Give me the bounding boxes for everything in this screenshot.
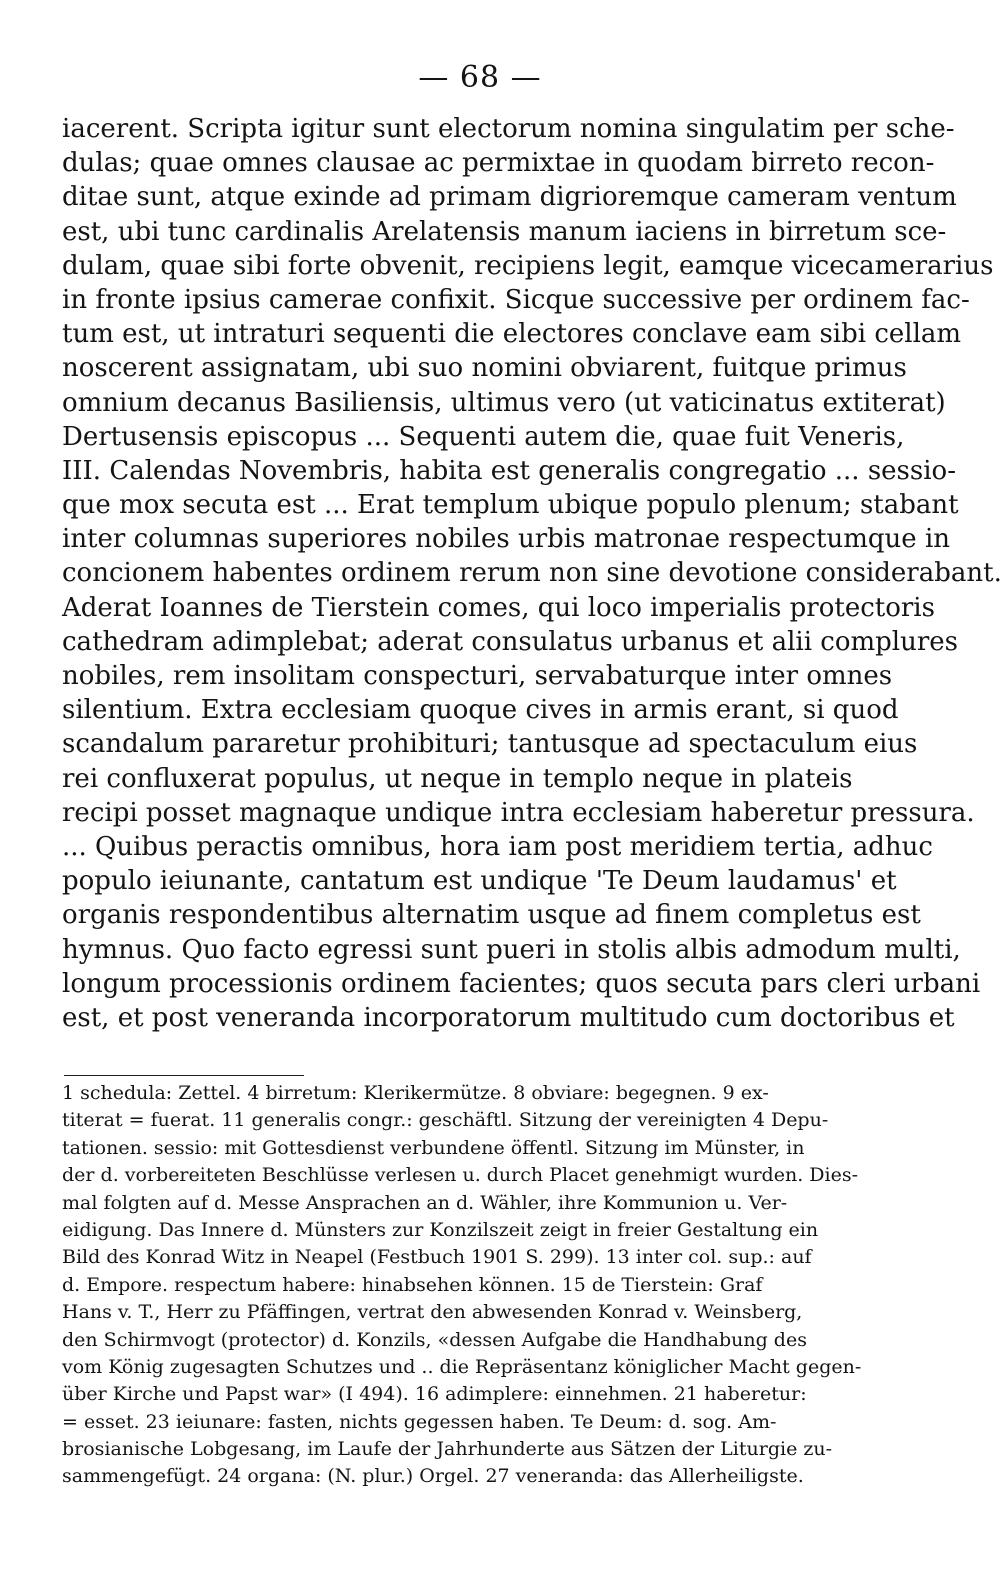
text-line: noscerent assignatam, ubi suo nomini obviarent, fuitque primus [62, 353, 907, 384]
text-line: hymnus. Quo facto egressi sunt pueri in stolis albis admodum multi, [62, 934, 961, 965]
text-line: inter columnas superiores nobiles urbis matronae respectumque in [62, 524, 950, 555]
text-line: longum processionis ordinem facientes; quos secuta pars cleri urbani [62, 968, 981, 999]
footnote-line: Hans v. T., Herr zu Pfäffingen, vertrat den abwesenden Konrad v. Weinsberg, [62, 1301, 803, 1324]
text-line: iacerent. Scripta igitur sunt electorum nomina singulatim per sche- [62, 114, 955, 144]
text-line: ... Quibus peractis omnibus, hora iam post meridiem tertia, adhuc [62, 831, 933, 862]
footnote-line: titerat = fuerat. 11 generalis congr.: geschäftl. Sitzung der vereinigten 4 Depu- [62, 1109, 829, 1132]
footnote-line: 1 schedula: Zettel. 4 birretum: Klerikermütze. 8 obviare: begegnen. 9 ex- [62, 1082, 769, 1104]
footnote-line: sammengefügt. 24 organa: (N. plur.) Orgel. 27 veneranda: das Allerheiligste. [62, 1465, 804, 1488]
text-line: est, et post veneranda incorporatorum multitudo cum doctoribus et [62, 1002, 955, 1033]
footnotes-block [62, 1080, 902, 1491]
text-line: nobiles, rem insolitam conspecturi, servabaturque inter omnes [62, 661, 893, 691]
footnote-line: Bild des Konrad Witz in Neapel (Festbuch 1901 S. 299). 13 inter col. sup.: auf [62, 1246, 812, 1269]
text-line: dulas; quae omnes clausae ac permixtae in quodam birreto recon- [62, 148, 935, 179]
text-line: silentium. Extra ecclesiam quoque cives in armis erant, si quod [62, 695, 899, 726]
footnote-line: eidigung. Das Innere d. Münsters zur Konzilszeit zeigt in freier Gestaltung ein [62, 1218, 819, 1241]
text-line: Aderat Ioannes de Tierstein comes, qui loco imperialis protectoris [62, 592, 935, 623]
text-line: cathedram adimplebat; aderat consulatus urbanus et alii complures [62, 626, 959, 657]
text-line: organis respondentibus alternatim usque ad finem completus est [62, 900, 921, 931]
page-number: — 68 — [418, 60, 542, 95]
footnote-line: d. Empore. respectum habere: hinabsehen können. 15 de Tierstein: Graf [62, 1273, 763, 1296]
text-line: populo ieiunante, cantatum est undique 'Te Deum laudamus' et [62, 866, 897, 897]
footnote-line: vom König zugesagten Schutzes und .. die Repräsentanz königlicher Macht gegen- [62, 1355, 862, 1378]
footnote-divider [64, 1075, 304, 1076]
text-line: in fronte ipsius camerae confixit. Sicque successive per ordinem fac- [62, 284, 970, 315]
text-line: est, ubi tunc cardinalis Arelatensis manum iaciens in birretum sce- [62, 216, 947, 247]
footnote-line: der d. vorbereiteten Beschlüsse verlesen u. durch Placet genehmigt wurden. Dies- [62, 1164, 859, 1187]
footnote-line: brosianische Lobgesang, im Laufe der Jahrhunderte aus Sätzen der Liturgie zu- [62, 1438, 833, 1461]
text-line: scandalum pararetur prohibituri; tantusque ad spectaculum eius [62, 729, 918, 760]
text-line: omnium decanus Basiliensis, ultimus vero (ut vaticinatus extiterat) [62, 387, 946, 418]
footnote-line: mal folgten auf d. Messe Ansprachen an d. Wähler, ihre Kommunion u. Ver- [62, 1191, 788, 1214]
main-text-block [62, 112, 1002, 1035]
footnote-line: = esset. 23 ieiunare: fasten, nichts gegessen haben. Te Deum: d. sog. Am- [62, 1410, 777, 1433]
footnote-line: den Schirmvogt (protector) d. Konzils, «dessen Aufgabe die Handhabung des [62, 1328, 807, 1351]
text-line: dulam, quae sibi forte obvenit, recipiens legit, eamque vicecamerarius [62, 250, 994, 281]
text-line: tum est, ut intraturi sequenti die electores conclave eam sibi cellam [62, 319, 962, 350]
text-line: rei confluxerat populus, ut neque in templo neque in plateis [62, 763, 853, 794]
text-line: que mox secuta est ... Erat templum ubique populo plenum; stabant [62, 490, 959, 521]
footnote-line: tationen. sessio: mit Gottesdienst verbundene öffentl. Sitzung im Münster, in [62, 1136, 805, 1159]
footnote-line: über Kirche und Papst war» (I 494). 16 adimplere: einnehmen. 21 haberetur: [62, 1383, 807, 1406]
text-line: recipi posset magnaque undique intra ecclesiam haberetur pressura. [62, 797, 975, 828]
text-line: Dertusensis episcopus ... Sequenti autem die, quae fuit Veneris, [62, 421, 905, 452]
text-line: III. Calendas Novembris, habita est generalis congregatio ... sessio- [62, 455, 956, 486]
text-line: concionem habentes ordinem rerum non sine devotione considerabant. [62, 558, 1002, 589]
text-line: ditae sunt, atque exinde ad primam digrioremque cameram ventum [62, 182, 957, 213]
